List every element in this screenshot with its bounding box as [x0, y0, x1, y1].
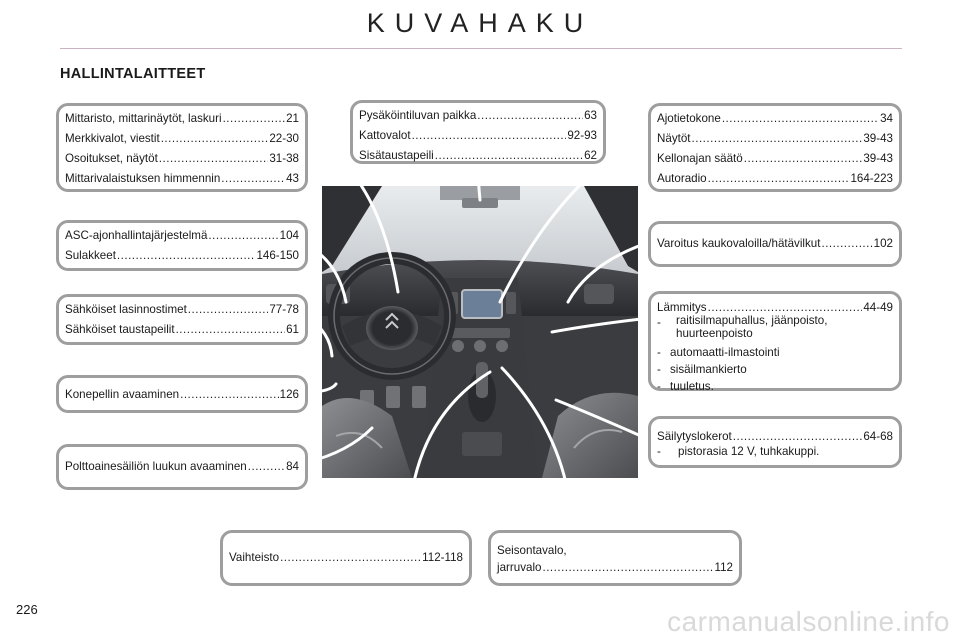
- bonnet-box: [56, 375, 308, 413]
- index-entry[interactable]: Säilytyslokerot ..... 64-68: [657, 429, 893, 444]
- index-entry[interactable]: Sisätaustapeili ..... 62: [359, 148, 597, 163]
- windows-box: [56, 294, 308, 345]
- fuel-box: [56, 444, 308, 490]
- section-title: HALLINTALAITTEET: [60, 66, 206, 82]
- list-item: - raitisilmapuhallus, jäänpoisto, huurteenpoisto: [657, 314, 828, 340]
- page-title: KUVAHAKU: [366, 8, 594, 38]
- index-entry[interactable]: Sulakkeet ..... 146-150: [65, 248, 299, 263]
- index-entry[interactable]: Varoitus kaukovaloilla/hätävilkut ..... 102: [657, 236, 893, 251]
- index-entry[interactable]: Polttoainesäiliön luukun avaaminen ..... 84: [65, 459, 299, 474]
- list-item: - sisäilmankierto: [657, 362, 747, 376]
- parking-brake-box: [488, 530, 742, 586]
- index-entry[interactable]: Mittaristo, mittarinäytöt, laskuri ..... 21: [65, 111, 299, 126]
- dashboard-photo: [322, 186, 638, 478]
- index-entry[interactable]: Mittarivalaistuksen himmennin ..... 43: [65, 171, 299, 186]
- index-entry[interactable]: Sähköiset lasinnostimet ..... 77-78: [65, 302, 299, 317]
- index-entry[interactable]: Pysäköintiluvan paikka ..... 63: [359, 108, 597, 123]
- list-item: - automaatti-ilmastointi: [657, 345, 780, 359]
- asc-box: [56, 220, 308, 271]
- hazard-box: [648, 221, 902, 267]
- gearbox-box: [220, 530, 472, 586]
- index-entry[interactable]: Osoitukset, näytöt ..... 31-38: [65, 151, 299, 166]
- list-item: - pistorasia 12 V, tuhkakuppi.: [657, 445, 820, 459]
- index-entry[interactable]: Kattovalot ..... 92-93: [359, 128, 597, 143]
- parking-box: [350, 100, 606, 164]
- storage-box: [648, 416, 902, 468]
- index-entry[interactable]: ASC-ajonhallintajärjestelmä ..... 104: [65, 228, 299, 243]
- instruments-box: [56, 103, 308, 192]
- heating-box: [648, 291, 902, 391]
- list-item: - tuuletus.: [657, 379, 714, 393]
- index-entry[interactable]: Merkkivalot, viestit ..... 22-30: [65, 131, 299, 146]
- index-entry[interactable]: Kellonajan säätö ..... 39-43: [657, 151, 893, 166]
- trip-computer-box: [648, 103, 902, 192]
- page-number: 226: [16, 602, 38, 617]
- index-entry[interactable]: jarruvalo ..... 112: [497, 560, 733, 575]
- parking-brake-line1: Seisontavalo,: [497, 544, 567, 557]
- watermark[interactable]: carmanualsonline.info: [667, 606, 950, 637]
- title-divider: [60, 48, 902, 49]
- index-entry[interactable]: Ajotietokone ..... 34: [657, 111, 893, 126]
- index-entry[interactable]: Lämmitys ..... 44-49: [657, 300, 893, 315]
- index-entry[interactable]: Sähköiset taustapeilit ..... 61: [65, 322, 299, 337]
- index-entry[interactable]: Konepellin avaaminen ..... 126: [65, 387, 299, 402]
- index-entry[interactable]: Vaihteisto ..... 112-118: [229, 550, 463, 565]
- index-entry[interactable]: Autoradio ..... 164-223: [657, 171, 893, 186]
- index-entry[interactable]: Näytöt ..... 39-43: [657, 131, 893, 146]
